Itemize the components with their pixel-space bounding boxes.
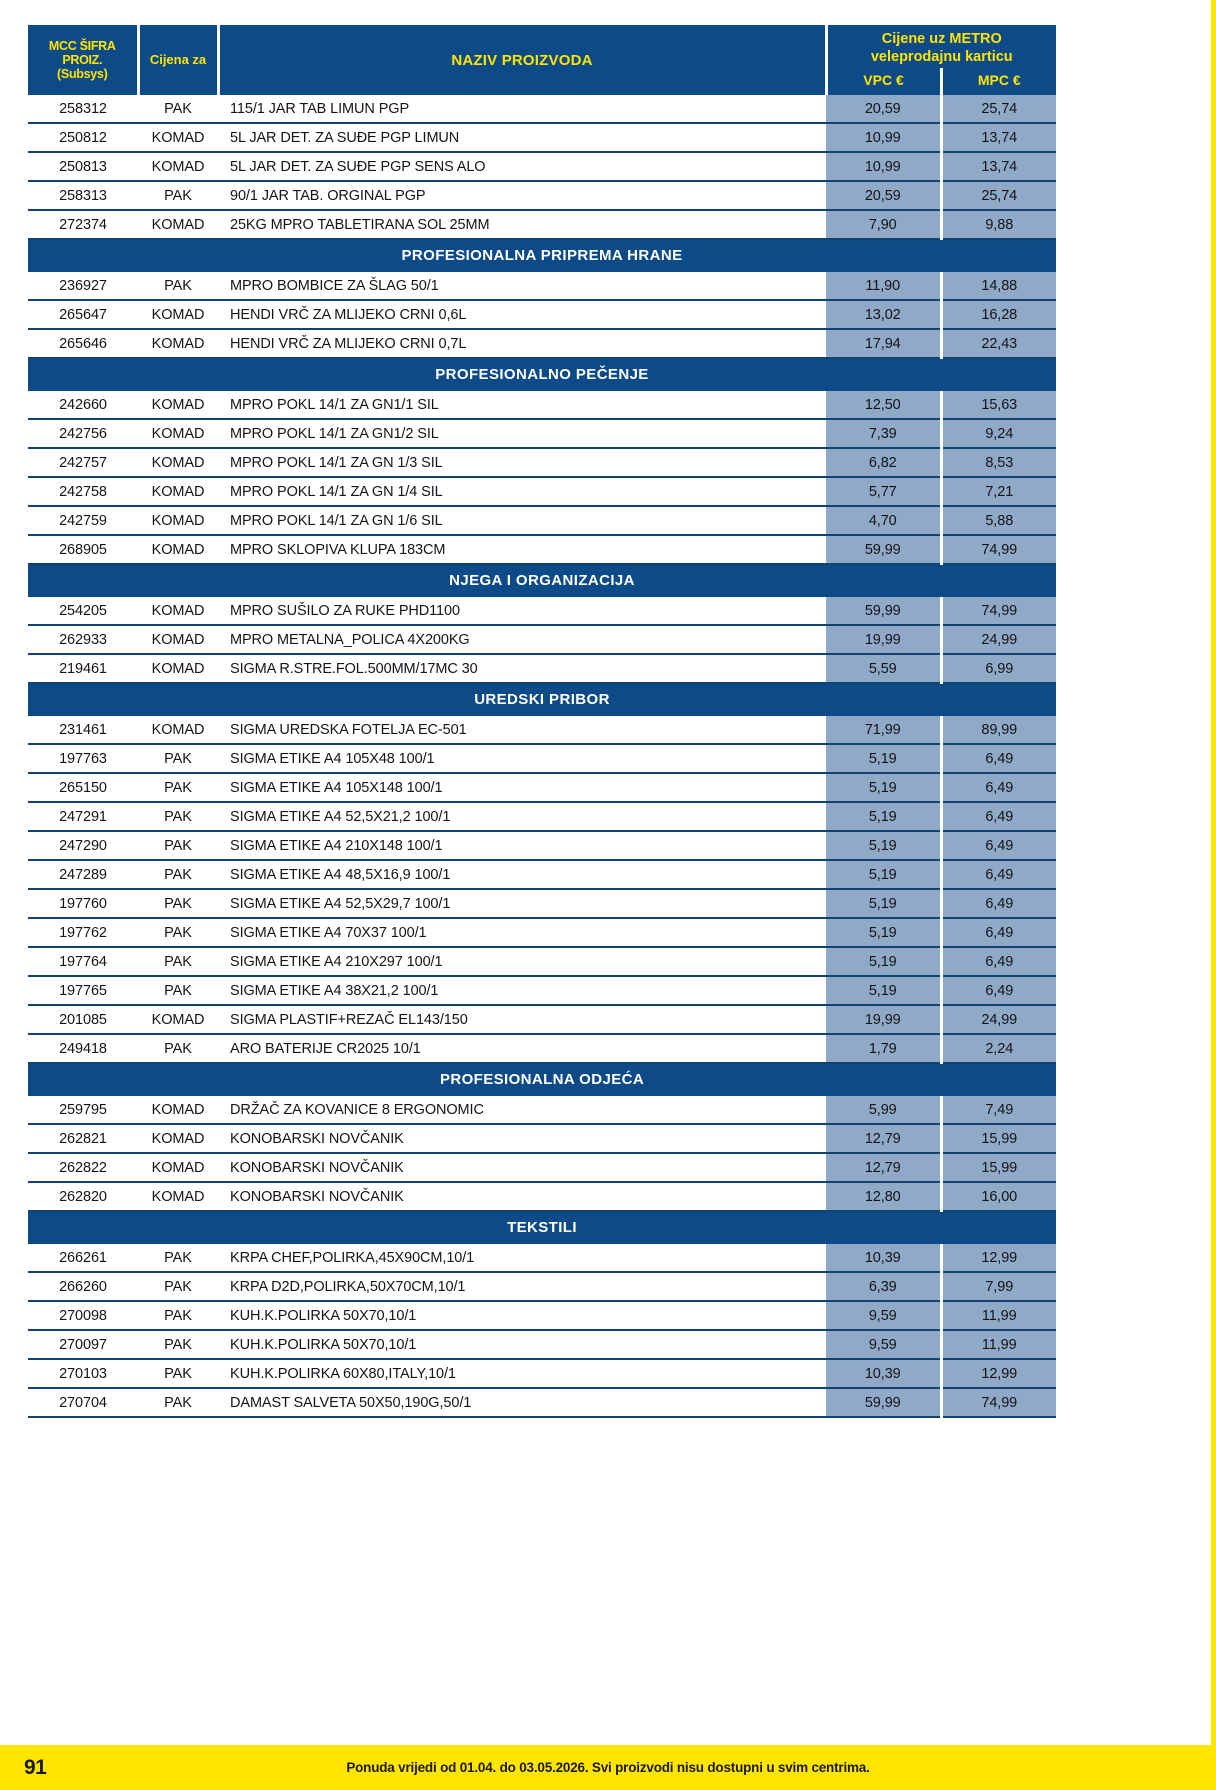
cell-product-name: 5L JAR DET. ZA SUĐE PGP LIMUN bbox=[218, 123, 826, 152]
table-row bbox=[28, 329, 1056, 358]
cell-mpc-price: 13,74 bbox=[941, 152, 1056, 181]
cell-mpc-price: 15,63 bbox=[941, 391, 1056, 419]
cell-product-name: SIGMA ETIKE A4 70X37 100/1 bbox=[218, 918, 826, 947]
section-title: TEKSTILI bbox=[28, 1211, 1056, 1244]
table-row bbox=[28, 1272, 1056, 1301]
cell-product-name: SIGMA ETIKE A4 210X297 100/1 bbox=[218, 947, 826, 976]
cell-vpc-price: 10,39 bbox=[826, 1244, 941, 1272]
cell-price-unit: KOMAD bbox=[138, 654, 218, 683]
cell-price-unit: PAK bbox=[138, 744, 218, 773]
cell-product-code: 270097 bbox=[28, 1330, 138, 1359]
cell-product-code: 266260 bbox=[28, 1272, 138, 1301]
cell-vpc-price: 7,39 bbox=[826, 419, 941, 448]
section-title: PROFESIONALNA PRIPREMA HRANE bbox=[28, 239, 1056, 272]
table-row bbox=[28, 831, 1056, 860]
cell-price-unit: PAK bbox=[138, 918, 218, 947]
cell-product-name: MPRO POKL 14/1 ZA GN1/1 SIL bbox=[218, 391, 826, 419]
column-header-product-name: NAZIV PROIZVODA bbox=[218, 25, 826, 95]
cell-mpc-price: 12,99 bbox=[941, 1359, 1056, 1388]
cell-product-name: SIGMA ETIKE A4 48,5X16,9 100/1 bbox=[218, 860, 826, 889]
cell-vpc-price: 5,77 bbox=[826, 477, 941, 506]
cell-vpc-price: 1,79 bbox=[826, 1034, 941, 1063]
cell-mpc-price: 7,99 bbox=[941, 1272, 1056, 1301]
cell-product-name: DRŽAČ ZA KOVANICE 8 ERGONOMIC bbox=[218, 1096, 826, 1124]
cell-price-unit: KOMAD bbox=[138, 1153, 218, 1182]
table-row bbox=[28, 947, 1056, 976]
table-row bbox=[28, 210, 1056, 239]
cell-vpc-price: 59,99 bbox=[826, 597, 941, 625]
cell-product-name: MPRO SKLOPIVA KLUPA 183CM bbox=[218, 535, 826, 564]
cell-product-code: 236927 bbox=[28, 272, 138, 300]
cell-product-code: 262822 bbox=[28, 1153, 138, 1182]
cell-product-name: SIGMA ETIKE A4 52,5X21,2 100/1 bbox=[218, 802, 826, 831]
table-row bbox=[28, 181, 1056, 210]
cell-price-unit: PAK bbox=[138, 802, 218, 831]
cell-product-code: 242660 bbox=[28, 391, 138, 419]
cell-mpc-price: 74,99 bbox=[941, 597, 1056, 625]
cell-product-code: 219461 bbox=[28, 654, 138, 683]
cell-vpc-price: 9,59 bbox=[826, 1330, 941, 1359]
table-row bbox=[28, 597, 1056, 625]
cell-price-unit: PAK bbox=[138, 181, 218, 210]
cell-price-unit: PAK bbox=[138, 976, 218, 1005]
cell-vpc-price: 5,99 bbox=[826, 1096, 941, 1124]
cell-vpc-price: 10,39 bbox=[826, 1359, 941, 1388]
section-header-row bbox=[28, 1063, 1056, 1096]
cell-product-code: 231461 bbox=[28, 716, 138, 744]
cell-product-code: 262820 bbox=[28, 1182, 138, 1211]
cell-mpc-price: 6,49 bbox=[941, 831, 1056, 860]
section-title: UREDSKI PRIBOR bbox=[28, 683, 1056, 716]
cell-price-unit: KOMAD bbox=[138, 597, 218, 625]
cell-mpc-price: 25,74 bbox=[941, 95, 1056, 123]
cell-vpc-price: 5,19 bbox=[826, 947, 941, 976]
cell-price-unit: KOMAD bbox=[138, 535, 218, 564]
cell-price-unit: PAK bbox=[138, 947, 218, 976]
table-row bbox=[28, 152, 1056, 181]
cell-product-name: MPRO POKL 14/1 ZA GN 1/4 SIL bbox=[218, 477, 826, 506]
table-row bbox=[28, 391, 1056, 419]
table-row bbox=[28, 918, 1056, 947]
cell-product-code: 197764 bbox=[28, 947, 138, 976]
cell-product-name: KRPA D2D,POLIRKA,50X70CM,10/1 bbox=[218, 1272, 826, 1301]
cell-vpc-price: 5,19 bbox=[826, 802, 941, 831]
cell-product-code: 250812 bbox=[28, 123, 138, 152]
table-row bbox=[28, 625, 1056, 654]
cell-price-unit: KOMAD bbox=[138, 1096, 218, 1124]
table-row bbox=[28, 1124, 1056, 1153]
cell-product-code: 259795 bbox=[28, 1096, 138, 1124]
cell-vpc-price: 17,94 bbox=[826, 329, 941, 358]
cell-mpc-price: 6,49 bbox=[941, 889, 1056, 918]
table-row bbox=[28, 654, 1056, 683]
cell-mpc-price: 5,88 bbox=[941, 506, 1056, 535]
table-row bbox=[28, 744, 1056, 773]
cell-price-unit: KOMAD bbox=[138, 300, 218, 329]
cell-price-unit: KOMAD bbox=[138, 329, 218, 358]
cell-product-code: 242756 bbox=[28, 419, 138, 448]
cell-product-name: SIGMA R.STRE.FOL.500MM/17MC 30 bbox=[218, 654, 826, 683]
cell-price-unit: PAK bbox=[138, 272, 218, 300]
cell-vpc-price: 12,79 bbox=[826, 1124, 941, 1153]
cell-mpc-price: 7,21 bbox=[941, 477, 1056, 506]
cell-mpc-price: 14,88 bbox=[941, 272, 1056, 300]
table-row bbox=[28, 477, 1056, 506]
cell-product-name: MPRO POKL 14/1 ZA GN 1/3 SIL bbox=[218, 448, 826, 477]
cell-product-name: KONOBARSKI NOVČANIK bbox=[218, 1182, 826, 1211]
cell-price-unit: PAK bbox=[138, 831, 218, 860]
table-row bbox=[28, 1182, 1056, 1211]
cell-vpc-price: 12,80 bbox=[826, 1182, 941, 1211]
cell-price-unit: PAK bbox=[138, 1388, 218, 1417]
table-row bbox=[28, 1096, 1056, 1124]
cell-product-code: 242758 bbox=[28, 477, 138, 506]
section-title: PROFESIONALNO PEČENJE bbox=[28, 358, 1056, 391]
cell-price-unit: PAK bbox=[138, 1301, 218, 1330]
cell-price-unit: PAK bbox=[138, 889, 218, 918]
cell-price-unit: KOMAD bbox=[138, 210, 218, 239]
cell-product-name: MPRO POKL 14/1 ZA GN 1/6 SIL bbox=[218, 506, 826, 535]
cell-product-name: MPRO BOMBICE ZA ŠLAG 50/1 bbox=[218, 272, 826, 300]
table-row bbox=[28, 1359, 1056, 1388]
table-row bbox=[28, 272, 1056, 300]
cell-mpc-price: 16,28 bbox=[941, 300, 1056, 329]
cell-mpc-price: 6,49 bbox=[941, 744, 1056, 773]
cell-product-code: 197763 bbox=[28, 744, 138, 773]
cell-price-unit: PAK bbox=[138, 773, 218, 802]
cell-product-name: SIGMA ETIKE A4 52,5X29,7 100/1 bbox=[218, 889, 826, 918]
cell-price-unit: PAK bbox=[138, 1359, 218, 1388]
table-row bbox=[28, 535, 1056, 564]
table-row bbox=[28, 1301, 1056, 1330]
cell-vpc-price: 5,59 bbox=[826, 654, 941, 683]
cell-product-code: 270704 bbox=[28, 1388, 138, 1417]
cell-product-code: 249418 bbox=[28, 1034, 138, 1063]
column-header-card-prices: Cijene uz METRO veleprodajnu karticu bbox=[826, 25, 1056, 69]
cell-product-code: 265150 bbox=[28, 773, 138, 802]
cell-product-name: SIGMA ETIKE A4 38X21,2 100/1 bbox=[218, 976, 826, 1005]
table-row bbox=[28, 419, 1056, 448]
cell-price-unit: KOMAD bbox=[138, 506, 218, 535]
cell-vpc-price: 4,70 bbox=[826, 506, 941, 535]
cell-product-name: SIGMA PLASTIF+REZAČ EL143/150 bbox=[218, 1005, 826, 1034]
cell-mpc-price: 8,53 bbox=[941, 448, 1056, 477]
table-row bbox=[28, 1005, 1056, 1034]
cell-vpc-price: 5,19 bbox=[826, 831, 941, 860]
cell-price-unit: PAK bbox=[138, 1272, 218, 1301]
table-header bbox=[28, 25, 1056, 95]
cell-price-unit: PAK bbox=[138, 95, 218, 123]
cell-mpc-price: 74,99 bbox=[941, 535, 1056, 564]
table-row bbox=[28, 802, 1056, 831]
table-row bbox=[28, 1244, 1056, 1272]
column-header-code-line2: (Subsys) bbox=[57, 67, 108, 82]
cell-product-code: 247289 bbox=[28, 860, 138, 889]
cell-product-name: SIGMA ETIKE A4 105X148 100/1 bbox=[218, 773, 826, 802]
cell-mpc-price: 6,49 bbox=[941, 773, 1056, 802]
cell-mpc-price: 6,49 bbox=[941, 918, 1056, 947]
cell-vpc-price: 20,59 bbox=[826, 95, 941, 123]
column-header-code bbox=[28, 25, 138, 95]
cell-mpc-price: 6,49 bbox=[941, 947, 1056, 976]
cell-mpc-price: 6,49 bbox=[941, 976, 1056, 1005]
column-header-unit: Cijena za bbox=[138, 25, 218, 95]
cell-price-unit: PAK bbox=[138, 1330, 218, 1359]
footer-page-number: 91 bbox=[24, 1756, 47, 1779]
cell-mpc-price: 16,00 bbox=[941, 1182, 1056, 1211]
cell-price-unit: KOMAD bbox=[138, 1182, 218, 1211]
cell-mpc-price: 9,24 bbox=[941, 419, 1056, 448]
cell-vpc-price: 5,19 bbox=[826, 889, 941, 918]
price-list-sheet bbox=[28, 25, 1056, 1418]
cell-product-code: 258313 bbox=[28, 181, 138, 210]
cell-mpc-price: 2,24 bbox=[941, 1034, 1056, 1063]
table-row bbox=[28, 773, 1056, 802]
cell-product-name: 115/1 JAR TAB LIMUN PGP bbox=[218, 95, 826, 123]
table-row bbox=[28, 1153, 1056, 1182]
cell-product-name: KUH.K.POLIRKA 60X80,ITALY,10/1 bbox=[218, 1359, 826, 1388]
footer-offer-validity-note: Ponuda vrijedi od 01.04. do 03.05.2026. Svi proizvodi nisu dostupni u svim centrima. bbox=[346, 1760, 870, 1775]
cell-vpc-price: 20,59 bbox=[826, 181, 941, 210]
section-header-row bbox=[28, 1211, 1056, 1244]
cell-product-name: SIGMA ETIKE A4 210X148 100/1 bbox=[218, 831, 826, 860]
table-body bbox=[28, 95, 1056, 1417]
cell-product-code: 247291 bbox=[28, 802, 138, 831]
cell-vpc-price: 59,99 bbox=[826, 535, 941, 564]
cell-mpc-price: 22,43 bbox=[941, 329, 1056, 358]
table-row bbox=[28, 1388, 1056, 1417]
section-header-row bbox=[28, 564, 1056, 597]
cell-vpc-price: 19,99 bbox=[826, 625, 941, 654]
cell-vpc-price: 10,99 bbox=[826, 152, 941, 181]
cell-product-name: 5L JAR DET. ZA SUĐE PGP SENS ALO bbox=[218, 152, 826, 181]
cell-mpc-price: 24,99 bbox=[941, 625, 1056, 654]
cell-vpc-price: 5,19 bbox=[826, 976, 941, 1005]
table-row bbox=[28, 860, 1056, 889]
price-list-table bbox=[28, 25, 1056, 1418]
cell-product-name: SIGMA UREDSKA FOTELJA EC-501 bbox=[218, 716, 826, 744]
cell-product-code: 262821 bbox=[28, 1124, 138, 1153]
cell-mpc-price: 89,99 bbox=[941, 716, 1056, 744]
section-header-row bbox=[28, 239, 1056, 272]
cell-vpc-price: 5,19 bbox=[826, 744, 941, 773]
cell-product-name: 90/1 JAR TAB. ORGINAL PGP bbox=[218, 181, 826, 210]
cell-mpc-price: 15,99 bbox=[941, 1124, 1056, 1153]
cell-product-name: MPRO POKL 14/1 ZA GN1/2 SIL bbox=[218, 419, 826, 448]
cell-product-name: HENDI VRČ ZA MLIJEKO CRNI 0,6L bbox=[218, 300, 826, 329]
cell-product-code: 266261 bbox=[28, 1244, 138, 1272]
section-title: NJEGA I ORGANIZACIJA bbox=[28, 564, 1056, 597]
cell-product-code: 270103 bbox=[28, 1359, 138, 1388]
cell-price-unit: KOMAD bbox=[138, 625, 218, 654]
cell-mpc-price: 6,49 bbox=[941, 802, 1056, 831]
cell-vpc-price: 71,99 bbox=[826, 716, 941, 744]
cell-vpc-price: 6,39 bbox=[826, 1272, 941, 1301]
cell-product-code: 262933 bbox=[28, 625, 138, 654]
cell-price-unit: KOMAD bbox=[138, 391, 218, 419]
cell-price-unit: KOMAD bbox=[138, 716, 218, 744]
cell-mpc-price: 74,99 bbox=[941, 1388, 1056, 1417]
cell-price-unit: KOMAD bbox=[138, 477, 218, 506]
cell-vpc-price: 7,90 bbox=[826, 210, 941, 239]
column-header-vpc: VPC € bbox=[826, 69, 941, 95]
cell-price-unit: KOMAD bbox=[138, 123, 218, 152]
cell-vpc-price: 6,82 bbox=[826, 448, 941, 477]
column-header-code-line1: MCC ŠIFRA PROIZ. bbox=[48, 38, 116, 67]
cell-product-code: 265647 bbox=[28, 300, 138, 329]
cell-vpc-price: 19,99 bbox=[826, 1005, 941, 1034]
cell-product-code: 250813 bbox=[28, 152, 138, 181]
cell-vpc-price: 12,50 bbox=[826, 391, 941, 419]
cell-mpc-price: 9,88 bbox=[941, 210, 1056, 239]
cell-product-code: 247290 bbox=[28, 831, 138, 860]
cell-product-name: 25KG MPRO TABLETIRANA SOL 25MM bbox=[218, 210, 826, 239]
cell-price-unit: KOMAD bbox=[138, 419, 218, 448]
table-row bbox=[28, 300, 1056, 329]
table-row bbox=[28, 123, 1056, 152]
cell-price-unit: KOMAD bbox=[138, 152, 218, 181]
cell-product-name: KONOBARSKI NOVČANIK bbox=[218, 1153, 826, 1182]
cell-vpc-price: 5,19 bbox=[826, 773, 941, 802]
table-row bbox=[28, 1330, 1056, 1359]
cell-product-name: DAMAST SALVETA 50X50,190G,50/1 bbox=[218, 1388, 826, 1417]
cell-vpc-price: 12,79 bbox=[826, 1153, 941, 1182]
cell-product-name: MPRO METALNA_POLICA 4X200KG bbox=[218, 625, 826, 654]
cell-product-code: 258312 bbox=[28, 95, 138, 123]
cell-vpc-price: 13,02 bbox=[826, 300, 941, 329]
cell-product-code: 265646 bbox=[28, 329, 138, 358]
cell-vpc-price: 5,19 bbox=[826, 860, 941, 889]
column-header-mpc: MPC € bbox=[941, 69, 1056, 95]
cell-product-code: 242757 bbox=[28, 448, 138, 477]
cell-product-code: 254205 bbox=[28, 597, 138, 625]
cell-product-name: MPRO SUŠILO ZA RUKE PHD1100 bbox=[218, 597, 826, 625]
cell-mpc-price: 6,99 bbox=[941, 654, 1056, 683]
cell-price-unit: KOMAD bbox=[138, 1005, 218, 1034]
cell-product-code: 268905 bbox=[28, 535, 138, 564]
cell-price-unit: PAK bbox=[138, 1034, 218, 1063]
cell-price-unit: KOMAD bbox=[138, 448, 218, 477]
table-row bbox=[28, 976, 1056, 1005]
cell-mpc-price: 15,99 bbox=[941, 1153, 1056, 1182]
table-row bbox=[28, 889, 1056, 918]
cell-vpc-price: 5,19 bbox=[826, 918, 941, 947]
footer-bar bbox=[0, 1745, 1216, 1790]
cell-product-name: KUH.K.POLIRKA 50X70,10/1 bbox=[218, 1301, 826, 1330]
cell-product-code: 270098 bbox=[28, 1301, 138, 1330]
table-row bbox=[28, 716, 1056, 744]
cell-product-code: 242759 bbox=[28, 506, 138, 535]
cell-mpc-price: 13,74 bbox=[941, 123, 1056, 152]
cell-product-name: KRPA CHEF,POLIRKA,45X90CM,10/1 bbox=[218, 1244, 826, 1272]
cell-product-code: 197765 bbox=[28, 976, 138, 1005]
table-row bbox=[28, 95, 1056, 123]
cell-mpc-price: 24,99 bbox=[941, 1005, 1056, 1034]
cell-product-code: 197762 bbox=[28, 918, 138, 947]
cell-vpc-price: 59,99 bbox=[826, 1388, 941, 1417]
cell-product-code: 201085 bbox=[28, 1005, 138, 1034]
cell-product-code: 272374 bbox=[28, 210, 138, 239]
cell-product-code: 197760 bbox=[28, 889, 138, 918]
table-row bbox=[28, 1034, 1056, 1063]
cell-mpc-price: 7,49 bbox=[941, 1096, 1056, 1124]
cell-mpc-price: 6,49 bbox=[941, 860, 1056, 889]
cell-mpc-price: 25,74 bbox=[941, 181, 1056, 210]
cell-vpc-price: 10,99 bbox=[826, 123, 941, 152]
cell-mpc-price: 11,99 bbox=[941, 1301, 1056, 1330]
cell-mpc-price: 12,99 bbox=[941, 1244, 1056, 1272]
cell-product-name: ARO BATERIJE CR2025 10/1 bbox=[218, 1034, 826, 1063]
cell-product-name: SIGMA ETIKE A4 105X48 100/1 bbox=[218, 744, 826, 773]
page-edge-accent bbox=[1211, 0, 1216, 1745]
cell-price-unit: PAK bbox=[138, 860, 218, 889]
section-title: PROFESIONALNA ODJEĆA bbox=[28, 1063, 1056, 1096]
table-row bbox=[28, 448, 1056, 477]
table-row bbox=[28, 506, 1056, 535]
cell-product-name: HENDI VRČ ZA MLIJEKO CRNI 0,7L bbox=[218, 329, 826, 358]
cell-product-name: KONOBARSKI NOVČANIK bbox=[218, 1124, 826, 1153]
cell-product-name: KUH.K.POLIRKA 50X70,10/1 bbox=[218, 1330, 826, 1359]
cell-price-unit: KOMAD bbox=[138, 1124, 218, 1153]
cell-vpc-price: 9,59 bbox=[826, 1301, 941, 1330]
cell-price-unit: PAK bbox=[138, 1244, 218, 1272]
cell-vpc-price: 11,90 bbox=[826, 272, 941, 300]
section-header-row bbox=[28, 683, 1056, 716]
section-header-row bbox=[28, 358, 1056, 391]
cell-mpc-price: 11,99 bbox=[941, 1330, 1056, 1359]
